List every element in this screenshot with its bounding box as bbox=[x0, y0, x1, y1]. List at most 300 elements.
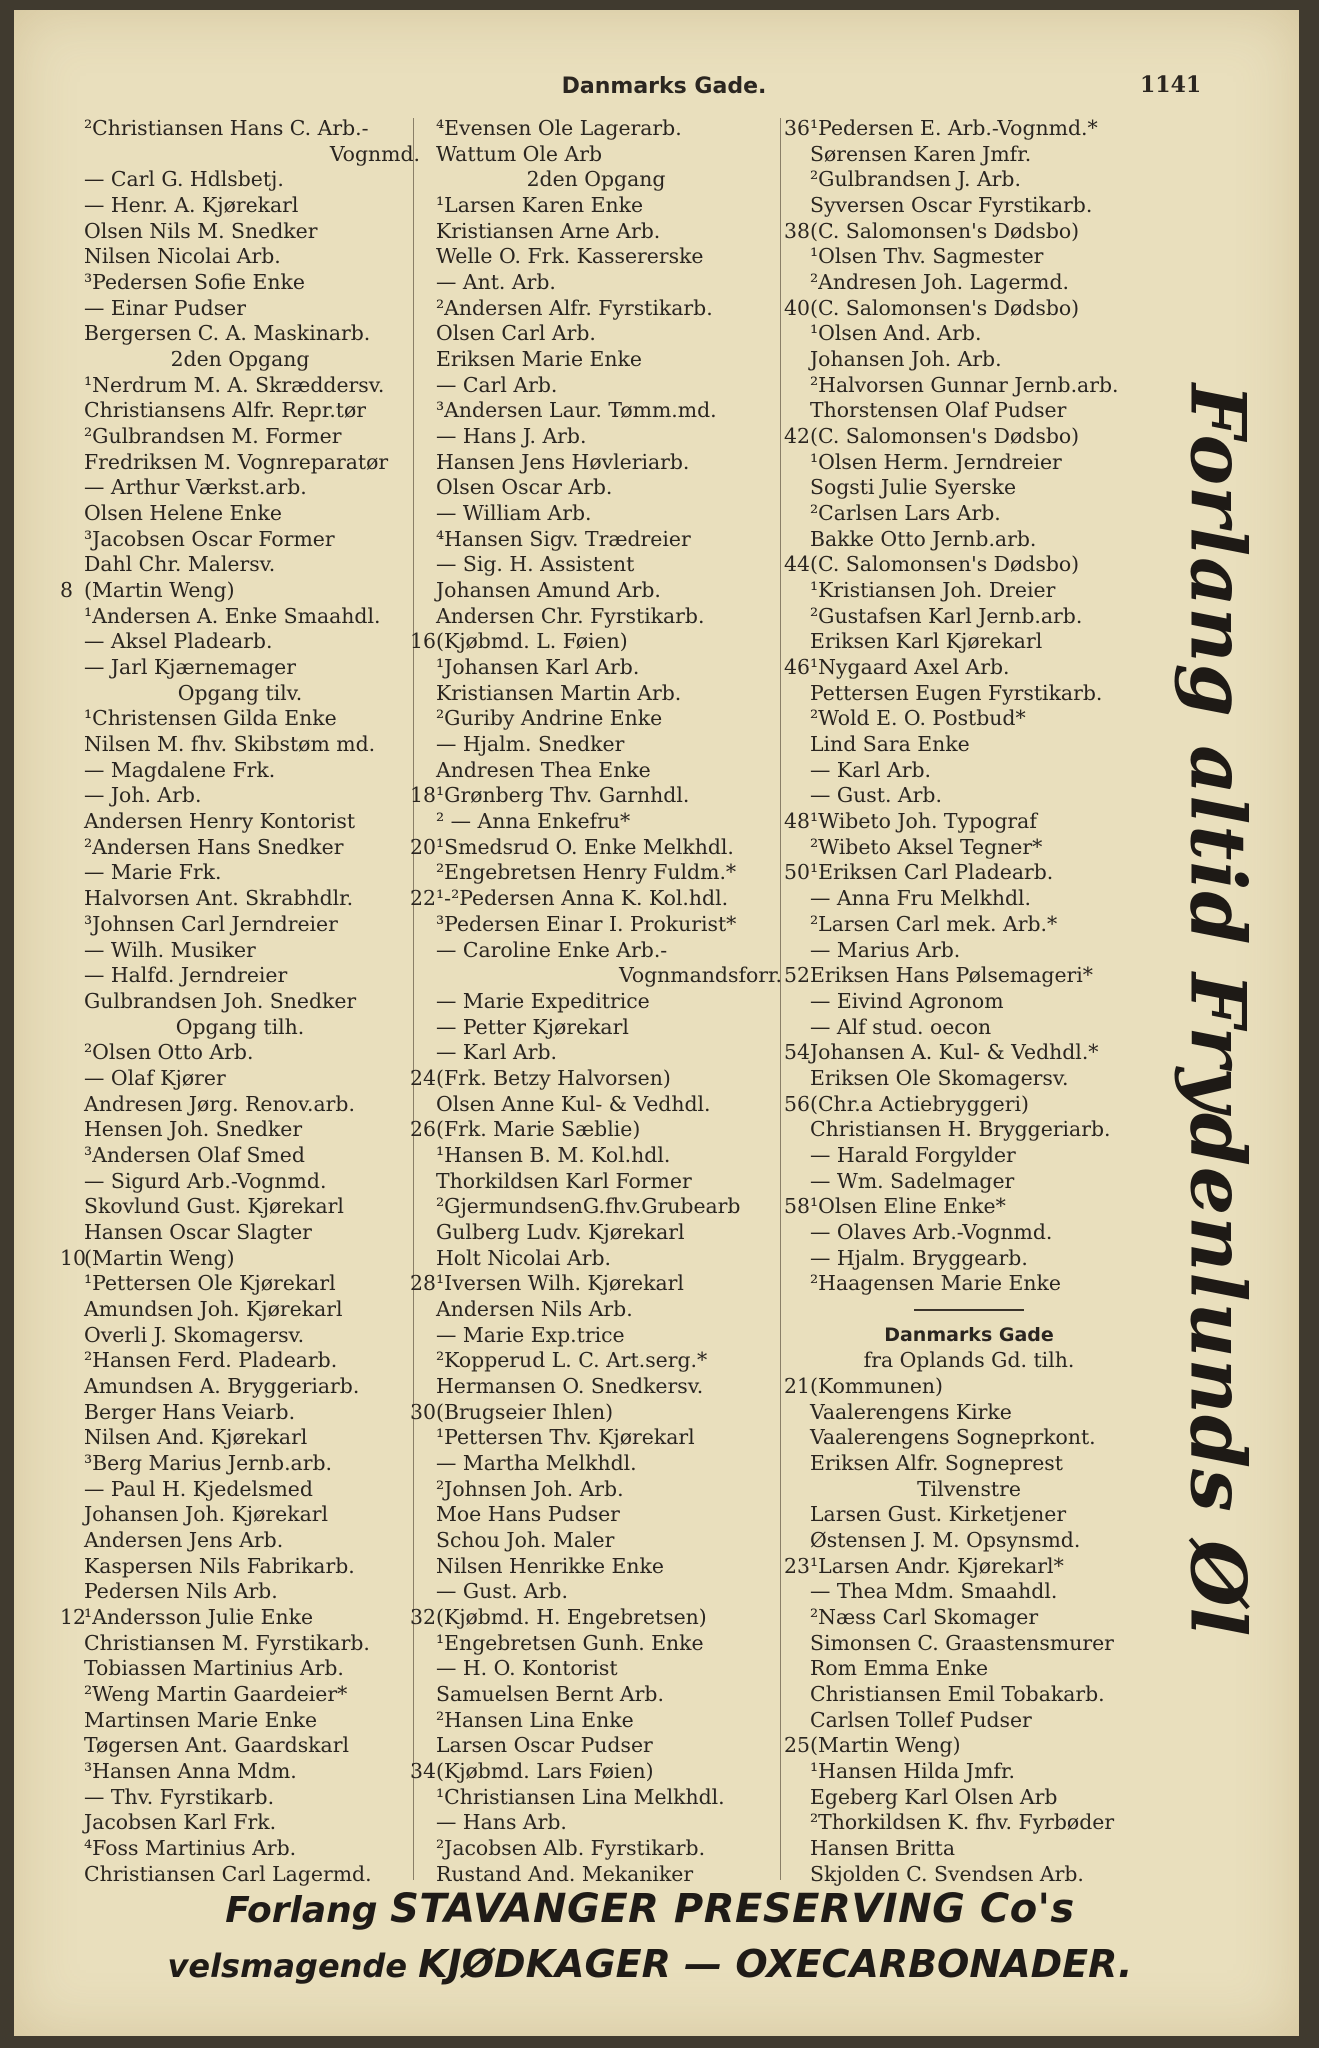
house-number bbox=[410, 116, 436, 142]
directory-entry bbox=[410, 1220, 782, 1246]
entry-text: — Gust. Arb. bbox=[810, 783, 942, 808]
entry-text: — Marie Frk. bbox=[84, 860, 222, 885]
directory-entry bbox=[410, 629, 782, 655]
entry-text: Eriksen Hans Pølsemageri* bbox=[810, 963, 1093, 988]
directory-entry bbox=[784, 450, 1154, 476]
entry-text: Andresen Thea Enke bbox=[436, 757, 651, 782]
entry-text: ²Gulbrandsen M. Former bbox=[84, 424, 342, 449]
directory-column-1 bbox=[60, 116, 420, 1886]
entry-text: ²Jacobsen Alb. Fyrstikarb. bbox=[436, 1836, 706, 1861]
house-number bbox=[784, 1015, 810, 1041]
entry-text: ³Johnsen Carl Jerndreier bbox=[84, 911, 338, 936]
house-number bbox=[410, 1169, 436, 1195]
house-number bbox=[60, 475, 84, 501]
directory-entry bbox=[60, 142, 420, 168]
house-number bbox=[410, 1785, 436, 1811]
house-number bbox=[60, 938, 84, 964]
house-number bbox=[410, 142, 436, 168]
directory-entry bbox=[60, 1785, 420, 1811]
entry-text: ⁴Evensen Ole Lagerarb. bbox=[436, 116, 682, 140]
directory-entry bbox=[784, 1836, 1154, 1862]
entry-text: ⁴Foss Martinius Arb. bbox=[84, 1836, 297, 1861]
entry-text: Gulberg Ludv. Kjørekarl bbox=[436, 1219, 685, 1244]
directory-entry bbox=[60, 270, 420, 296]
directory-entry bbox=[784, 552, 1154, 578]
directory-entry bbox=[784, 1194, 1154, 1220]
entry-text: (C. Salomonsen's Dødsbo) bbox=[810, 295, 1080, 320]
entry-text: Opgang tilv. bbox=[177, 680, 303, 705]
entry-text: (C. Salomonsen's Dødsbo) bbox=[810, 552, 1080, 577]
directory-entry bbox=[60, 1605, 420, 1631]
directory-entry bbox=[784, 424, 1154, 450]
directory-entry bbox=[410, 758, 782, 784]
house-number bbox=[410, 219, 436, 245]
house-number bbox=[784, 732, 810, 758]
house-number bbox=[410, 706, 436, 732]
directory-entry bbox=[784, 1015, 1154, 1041]
directory-entry bbox=[410, 809, 782, 835]
directory-entry bbox=[784, 1682, 1154, 1708]
directory-entry bbox=[410, 527, 782, 553]
directory-entry bbox=[410, 1015, 782, 1041]
house-number: 23 bbox=[784, 1553, 810, 1578]
house-number bbox=[410, 1374, 436, 1400]
entry-text: Tøgersen Ant. Gaardskarl bbox=[84, 1733, 349, 1758]
entry-text: ³Andersen Olaf Smed bbox=[84, 1142, 305, 1167]
entry-text: Eriksen Karl Kjørekarl bbox=[810, 629, 1043, 654]
directory-entry bbox=[60, 501, 420, 527]
entry-text: ¹Olsen Eline Enke* bbox=[810, 1194, 1006, 1219]
house-number bbox=[410, 655, 436, 681]
directory-entry bbox=[784, 1656, 1154, 1682]
house-number: 50 bbox=[784, 860, 810, 885]
entry-text: Rom Emma Enke bbox=[810, 1656, 989, 1681]
house-number bbox=[784, 629, 810, 655]
entry-text: ²Engebretsen Henry Fuldm.* bbox=[436, 860, 737, 885]
directory-entry bbox=[60, 193, 420, 219]
house-number bbox=[410, 1092, 436, 1118]
house-number: 58 bbox=[784, 1194, 810, 1219]
directory-entry bbox=[784, 1810, 1154, 1836]
house-number: 25 bbox=[784, 1733, 810, 1758]
directory-entry bbox=[784, 1733, 1154, 1759]
house-number bbox=[410, 809, 436, 835]
entry-text: — Thv. Fyrstikarb. bbox=[84, 1784, 275, 1809]
directory-entry bbox=[784, 475, 1154, 501]
entry-text: Schou Joh. Maler bbox=[436, 1527, 615, 1552]
directory-entry bbox=[410, 1169, 782, 1195]
house-number bbox=[410, 347, 436, 373]
directory-entry bbox=[784, 1348, 1154, 1374]
directory-entry bbox=[60, 732, 420, 758]
directory-entry bbox=[784, 681, 1154, 707]
entry-text: ²Halvorsen Gunnar Jernb.arb. bbox=[810, 372, 1119, 397]
entry-text: ¹Nygaard Axel Arb. bbox=[810, 655, 1010, 680]
directory-entry bbox=[60, 1143, 420, 1169]
entry-text: Johansen A. Kul- & Vedhdl.* bbox=[810, 1040, 1099, 1065]
directory-entry bbox=[410, 706, 782, 732]
house-number bbox=[60, 783, 84, 809]
directory-entry bbox=[784, 938, 1154, 964]
entry-text: — Thea Mdm. Smaahdl. bbox=[810, 1579, 1058, 1604]
entry-text: Simonsen C. Graastensmurer bbox=[810, 1630, 1114, 1655]
house-number bbox=[784, 347, 810, 373]
footer-ad-prefix: Forlang bbox=[225, 1890, 378, 1931]
entry-text: ²GjermundsenG.fhv.Grubearb bbox=[436, 1194, 741, 1219]
entry-text: Nilsen Nicolai Arb. bbox=[84, 244, 281, 269]
house-number bbox=[60, 1554, 84, 1580]
directory-entry bbox=[410, 963, 782, 989]
house-number: 40 bbox=[784, 295, 810, 320]
directory-entry bbox=[410, 552, 782, 578]
entry-text: Hensen Joh. Snedker bbox=[84, 1117, 303, 1142]
directory-entry bbox=[60, 758, 420, 784]
directory-entry bbox=[784, 629, 1154, 655]
house-number bbox=[60, 1400, 84, 1426]
directory-entry bbox=[60, 1708, 420, 1734]
directory-entry bbox=[60, 1117, 420, 1143]
directory-entry bbox=[410, 1323, 782, 1349]
entry-text: Christiansen H. Bryggeriarb. bbox=[810, 1117, 1111, 1142]
house-number bbox=[60, 1579, 84, 1605]
house-number: 32 bbox=[410, 1604, 436, 1629]
entry-text: (Kjøbmd. H. Engebretsen) bbox=[436, 1604, 707, 1629]
house-number bbox=[410, 912, 436, 938]
directory-entry bbox=[60, 475, 420, 501]
house-number bbox=[60, 1836, 84, 1862]
house-number bbox=[410, 1323, 436, 1349]
directory-entry bbox=[784, 296, 1154, 322]
house-number bbox=[60, 1451, 84, 1477]
entry-text: ²Gulbrandsen J. Arb. bbox=[810, 167, 1021, 192]
directory-entry bbox=[60, 1194, 420, 1220]
house-number: 30 bbox=[410, 1399, 436, 1424]
house-number bbox=[60, 835, 84, 861]
house-number bbox=[410, 1502, 436, 1528]
house-number bbox=[60, 1810, 84, 1836]
house-number bbox=[784, 1579, 810, 1605]
entry-text: Lind Sara Enke bbox=[810, 732, 970, 757]
house-number bbox=[60, 1092, 84, 1118]
entry-text: Olsen Oscar Arb. bbox=[436, 475, 613, 500]
directory-entry bbox=[410, 1862, 782, 1888]
house-number bbox=[784, 1528, 810, 1554]
section-separator bbox=[784, 1297, 1154, 1323]
entry-text: ¹Iversen Wilh. Kjørekarl bbox=[436, 1271, 684, 1296]
directory-entry bbox=[410, 1400, 782, 1426]
house-number: 20 bbox=[410, 834, 436, 859]
entry-text: Welle O. Frk. Kassererske bbox=[436, 244, 704, 269]
directory-entry bbox=[410, 1246, 782, 1272]
entry-text: — Caroline Enke Arb.- bbox=[436, 937, 668, 962]
directory-entry bbox=[784, 783, 1154, 809]
directory-entry bbox=[60, 1297, 420, 1323]
entry-text: — Sig. H. Assistent bbox=[436, 552, 635, 577]
directory-entry bbox=[410, 604, 782, 630]
house-number bbox=[410, 1425, 436, 1451]
directory-entry bbox=[60, 629, 420, 655]
directory-entry bbox=[410, 1271, 782, 1297]
directory-entry bbox=[784, 1451, 1154, 1477]
directory-entry bbox=[60, 1348, 420, 1374]
entry-text: Pedersen Nils Arb. bbox=[84, 1579, 278, 1604]
entry-text: — Arthur Værkst.arb. bbox=[84, 475, 307, 500]
house-number bbox=[410, 296, 436, 322]
entry-text: Vaalerengens Sogneprkont. bbox=[810, 1425, 1096, 1450]
entry-text: — Paul H. Kjedelsmed bbox=[84, 1476, 313, 1501]
entry-text: ²Weng Martin Gaardeier* bbox=[84, 1681, 348, 1706]
directory-entry bbox=[784, 809, 1154, 835]
house-number bbox=[60, 1425, 84, 1451]
directory-entry bbox=[60, 1554, 420, 1580]
entry-text: — Alf stud. oecon bbox=[810, 1014, 992, 1039]
house-number bbox=[410, 1348, 436, 1374]
house-number bbox=[60, 1066, 84, 1092]
house-number bbox=[60, 1502, 84, 1528]
house-number bbox=[784, 706, 810, 732]
directory-entry bbox=[784, 193, 1154, 219]
directory-entry bbox=[60, 681, 420, 707]
entry-text: ²Næss Carl Skomager bbox=[810, 1604, 1039, 1629]
entry-text: Christiansens Alfr. Repr.tør bbox=[84, 398, 367, 423]
entry-text: ¹Olsen Thv. Sagmester bbox=[810, 244, 1044, 269]
house-number bbox=[410, 1836, 436, 1862]
entry-text: Nilsen Henrikke Enke bbox=[436, 1553, 664, 1578]
entry-text: Tobiassen Martinius Arb. bbox=[84, 1656, 344, 1681]
house-number: 44 bbox=[784, 552, 810, 577]
house-number bbox=[60, 1682, 84, 1708]
house-number bbox=[60, 450, 84, 476]
entry-text: ²Hansen Ferd. Pladearb. bbox=[84, 1348, 338, 1373]
entry-text: ¹Nerdrum M. A. Skræddersv. bbox=[84, 372, 385, 397]
house-number bbox=[410, 989, 436, 1015]
entry-text: Amundsen Joh. Kjørekarl bbox=[84, 1296, 343, 1321]
directory-entry bbox=[410, 501, 782, 527]
entry-text: ² — Anna Enkefru* bbox=[436, 809, 631, 834]
house-number bbox=[410, 1733, 436, 1759]
entry-text: Christiansen Carl Lagermd. bbox=[84, 1861, 372, 1886]
entry-text: — Anna Fru Melkhdl. bbox=[810, 886, 1032, 911]
house-number bbox=[410, 1015, 436, 1041]
directory-entry bbox=[410, 860, 782, 886]
house-number bbox=[784, 1246, 810, 1272]
directory-entry bbox=[784, 116, 1154, 142]
entry-text: ¹Andersen A. Enke Smaahdl. bbox=[84, 603, 381, 628]
directory-entry bbox=[410, 732, 782, 758]
directory-entry bbox=[410, 475, 782, 501]
house-number bbox=[410, 244, 436, 270]
entry-text: — Halfd. Jerndreier bbox=[84, 963, 288, 988]
house-number bbox=[60, 244, 84, 270]
entry-text: ²Haagensen Marie Enke bbox=[810, 1271, 1061, 1296]
directory-entry bbox=[784, 732, 1154, 758]
entry-text: Berger Hans Veiarb. bbox=[84, 1399, 296, 1424]
house-number: 26 bbox=[410, 1117, 436, 1142]
directory-entry bbox=[410, 681, 782, 707]
house-number bbox=[410, 1143, 436, 1169]
house-number bbox=[784, 244, 810, 270]
entry-text: — Joh. Arb. bbox=[84, 783, 202, 808]
entry-text: ¹Andersson Julie Enke bbox=[84, 1604, 314, 1629]
house-number: 12 bbox=[60, 1604, 86, 1629]
directory-entry bbox=[784, 1579, 1154, 1605]
entry-text: — H. O. Kontorist bbox=[436, 1656, 618, 1681]
house-number bbox=[410, 1631, 436, 1657]
house-number bbox=[60, 552, 84, 578]
house-number bbox=[784, 1836, 810, 1862]
house-number bbox=[60, 1143, 84, 1169]
entry-text: Andersen Henry Kontorist bbox=[84, 809, 356, 834]
house-number bbox=[784, 1810, 810, 1836]
directory-entry bbox=[784, 655, 1154, 681]
directory-entry bbox=[410, 1836, 782, 1862]
side-advertisement-text: Forlang altid Frydenlunds Øl bbox=[1173, 383, 1263, 1637]
directory-entry bbox=[410, 1631, 782, 1657]
entry-text: (Frk. Betzy Halvorsen) bbox=[436, 1065, 671, 1090]
directory-entry bbox=[410, 783, 782, 809]
footer-ad-products: KJØDKAGER — OXECARBONADER. bbox=[418, 1942, 1133, 1986]
house-number bbox=[60, 1656, 84, 1682]
house-number bbox=[60, 1759, 84, 1785]
directory-entry bbox=[410, 1554, 782, 1580]
directory-entry bbox=[784, 1502, 1154, 1528]
directory-entry bbox=[784, 1862, 1154, 1888]
house-number bbox=[784, 1682, 810, 1708]
house-number bbox=[410, 758, 436, 784]
directory-entry bbox=[410, 1040, 782, 1066]
directory-entry bbox=[410, 1502, 782, 1528]
directory-entry bbox=[784, 1708, 1154, 1734]
house-number: 52 bbox=[784, 963, 810, 988]
house-number: 54 bbox=[784, 1040, 810, 1065]
entry-text: — Magdalene Frk. bbox=[84, 757, 276, 782]
directory-entry bbox=[60, 424, 420, 450]
directory-entry bbox=[784, 527, 1154, 553]
entry-text: — Henr. A. Kjørekarl bbox=[84, 193, 299, 218]
house-number bbox=[60, 629, 84, 655]
entry-text: — Karl Arb. bbox=[436, 1040, 558, 1065]
entry-text: ¹Kristiansen Joh. Dreier bbox=[810, 578, 1056, 603]
directory-entry bbox=[60, 989, 420, 1015]
directory-entry bbox=[60, 1502, 420, 1528]
directory-entry bbox=[60, 578, 420, 604]
directory-entry bbox=[784, 373, 1154, 399]
house-number bbox=[784, 886, 810, 912]
house-number: 16 bbox=[410, 629, 436, 654]
house-number: 42 bbox=[784, 424, 810, 449]
directory-entry bbox=[784, 963, 1154, 989]
house-number bbox=[410, 475, 436, 501]
directory-entry bbox=[410, 424, 782, 450]
directory-entry bbox=[410, 1117, 782, 1143]
directory-entry bbox=[60, 1015, 420, 1041]
directory-entry bbox=[410, 1759, 782, 1785]
house-number bbox=[784, 321, 810, 347]
directory-entry bbox=[410, 1092, 782, 1118]
directory-entry bbox=[784, 1554, 1154, 1580]
entry-text: ¹Olsen And. Arb. bbox=[810, 321, 982, 346]
directory-entry bbox=[410, 1579, 782, 1605]
directory-entry bbox=[60, 604, 420, 630]
house-number bbox=[60, 398, 84, 424]
directory-entry bbox=[60, 1425, 420, 1451]
house-number bbox=[784, 1271, 810, 1297]
house-number bbox=[784, 1169, 810, 1195]
house-number bbox=[784, 1451, 810, 1477]
house-number bbox=[60, 886, 84, 912]
house-number bbox=[60, 860, 84, 886]
directory-column-3 bbox=[784, 116, 1154, 1886]
entry-text: — William Arb. bbox=[436, 501, 592, 526]
entry-text: Johansen Joh. Kjørekarl bbox=[84, 1502, 328, 1527]
entry-text: ¹Engebretsen Gunh. Enke bbox=[436, 1630, 704, 1655]
house-number bbox=[784, 1425, 810, 1451]
entry-text: Olsen Anne Kul- & Vedhdl. bbox=[436, 1091, 711, 1116]
house-number bbox=[784, 783, 810, 809]
entry-text: ³Pedersen Sofie Enke bbox=[84, 270, 305, 295]
directory-entry bbox=[410, 450, 782, 476]
directory-entry bbox=[410, 373, 782, 399]
house-number bbox=[784, 167, 810, 193]
house-number bbox=[410, 1528, 436, 1554]
directory-entry bbox=[410, 167, 782, 193]
house-number bbox=[60, 167, 84, 193]
entry-text: ²Johnsen Joh. Arb. bbox=[436, 1476, 624, 1501]
directory-entry bbox=[60, 886, 420, 912]
entry-text: Hansen Britta bbox=[810, 1836, 956, 1861]
directory-entry bbox=[60, 860, 420, 886]
house-number bbox=[784, 1143, 810, 1169]
directory-entry bbox=[410, 1528, 782, 1554]
entry-text: Samuelsen Bernt Arb. bbox=[436, 1681, 664, 1706]
entry-text: — Eivind Agronom bbox=[810, 988, 1004, 1013]
directory-entry bbox=[410, 1708, 782, 1734]
directory-entry bbox=[60, 912, 420, 938]
directory-entry bbox=[410, 835, 782, 861]
house-number bbox=[410, 604, 436, 630]
entry-text: 2den Opgang bbox=[526, 167, 666, 192]
house-number bbox=[60, 1374, 84, 1400]
house-number bbox=[784, 578, 810, 604]
entry-text: Eriksen Ole Skomagersv. bbox=[810, 1065, 1069, 1090]
directory-entry bbox=[410, 912, 782, 938]
entry-text: Andersen Chr. Fyrstikarb. bbox=[436, 603, 705, 628]
house-number bbox=[60, 706, 84, 732]
house-number bbox=[784, 1759, 810, 1785]
directory-entry bbox=[60, 1066, 420, 1092]
house-number bbox=[410, 1810, 436, 1836]
house-number bbox=[410, 450, 436, 476]
entry-text: (Brugseier Ihlen) bbox=[436, 1399, 614, 1424]
directory-entry bbox=[410, 244, 782, 270]
house-number: 28 bbox=[410, 1271, 436, 1296]
house-number bbox=[410, 1579, 436, 1605]
entry-text: ²Thorkildsen K. fhv. Fyrbøder bbox=[810, 1810, 1115, 1835]
entry-text: ²Kopperud L. C. Art.serg.* bbox=[436, 1348, 708, 1373]
entry-text: — Marius Arb. bbox=[810, 937, 961, 962]
house-number bbox=[60, 501, 84, 527]
directory-entry bbox=[60, 783, 420, 809]
directory-entry bbox=[784, 1143, 1154, 1169]
directory-entry bbox=[410, 1733, 782, 1759]
entry-text: Martinsen Marie Enke bbox=[84, 1707, 318, 1732]
entry-text: ¹Grønberg Thv. Garnhdl. bbox=[436, 783, 690, 808]
entry-text: ¹Christiansen Lina Melkhdl. bbox=[436, 1784, 725, 1809]
entry-text: fra Oplands Gd. tilh. bbox=[863, 1348, 1075, 1373]
entry-text: Vaalerengens Kirke bbox=[810, 1399, 1012, 1424]
house-number bbox=[784, 270, 810, 296]
entry-text: Hansen Jens Høvleriarb. bbox=[436, 449, 690, 474]
